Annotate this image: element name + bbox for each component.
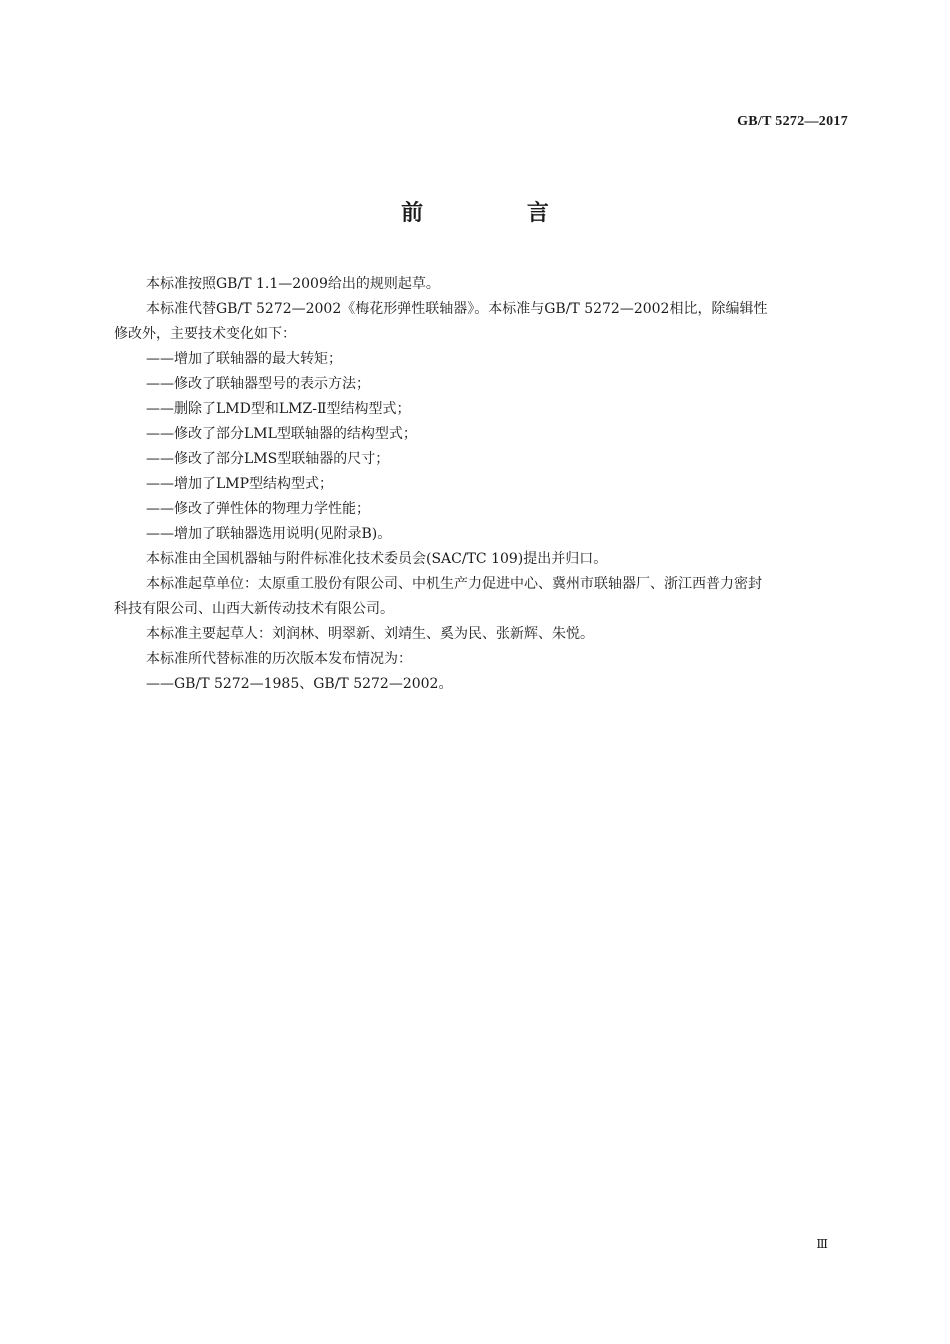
paragraph-committee: 本标准由全国机器轴与附件标准化技术委员会(SAC/TC 109)提出并归口。: [146, 551, 608, 567]
change-item: ——删除了LMD型和LMZ-Ⅱ型结构型式；: [146, 401, 411, 417]
paragraph-drafting-units-cont: 科技有限公司、山西大新传动技术有限公司。: [114, 601, 394, 617]
change-item: ——修改了部分LMS型联轴器的尺寸；: [146, 451, 390, 467]
page-title: 前 言: [401, 201, 597, 226]
paragraph-replacement: 本标准代替GB/T 5272—2002《梅花形弹性联轴器》。本标准与GB/T 5272—2002相比，除编辑性: [146, 301, 768, 317]
paragraph-drafting-rules: 本标准按照GB/T 1.1—2009给出的规则起草。: [146, 276, 440, 292]
history-item: ——GB/T 5272—1985、GB/T 5272—2002。: [146, 676, 453, 692]
paragraph-drafting-units: 本标准起草单位：太原重工股份有限公司、中机生产力促进中心、冀州市联轴器厂、浙江西普力密封: [146, 576, 762, 592]
change-item: ——修改了弹性体的物理力学性能；: [146, 501, 370, 517]
change-item: ——修改了部分LML型联轴器的结构型式；: [146, 426, 417, 442]
foreword-body: [114, 272, 850, 697]
page-number: Ⅲ: [816, 1237, 828, 1251]
change-item: ——增加了联轴器选用说明(见附录B)。: [146, 526, 392, 542]
change-item: ——增加了LMP型结构型式；: [146, 476, 334, 492]
change-item: ——修改了联轴器型号的表示方法；: [146, 376, 370, 392]
paragraph-history: 本标准所代替标准的历次版本发布情况为：: [146, 651, 412, 667]
paragraph-drafters: 本标准主要起草人：刘润林、明翠新、刘靖生、奚为民、张新辉、朱悦。: [146, 626, 594, 642]
paragraph-replacement-cont: 修改外，主要技术变化如下：: [114, 326, 296, 342]
change-item: ——增加了联轴器的最大转矩；: [146, 351, 342, 367]
standard-code: GB/T 5272—2017: [737, 114, 848, 129]
